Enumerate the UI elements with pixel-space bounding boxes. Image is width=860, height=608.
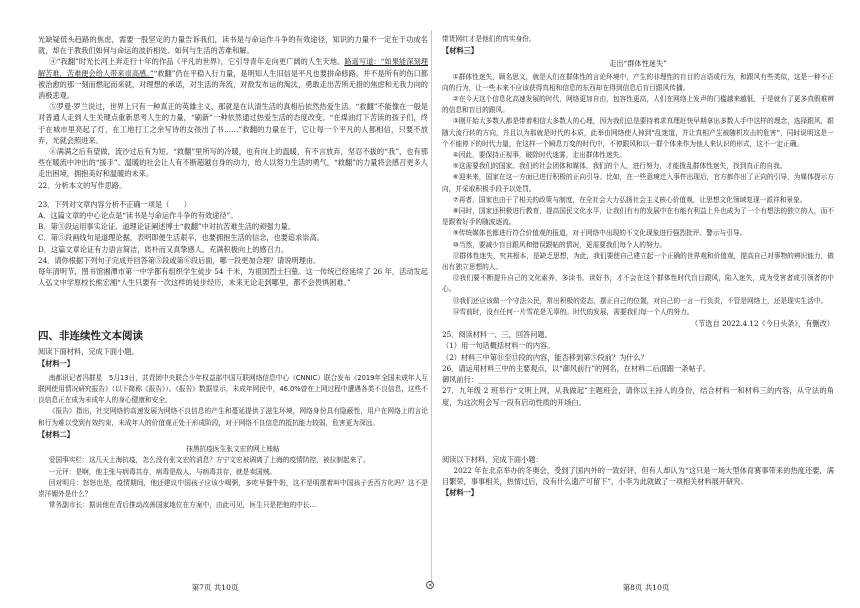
material-1-para: 南都讯记者冯群星 5月13日，共青团中央联合少年权益部中国互联网络信息中心（CNNIC）联合发布《2019年全国未成年人互联网使用情况研究报告》（以下简称《报告》）。《报告》数据显示，未成年网民中，46.0%曾在上网过程中遭遇各类不良信息，这些不良信息正在成为未成年人的身心健康和安全。 (38, 373, 428, 405)
paragraph: 2022 年在北京举办的冬奥会，受到了国内外的一致好评，但有人却认为“这只是一场大型体育赛事带来的热度还要，满目繁荣，事事相关，热情过后，没有什么遗产可留下”，小李为此就做了一项相关材料展开研究。 (442, 465, 834, 487)
right-page-column (442, 34, 834, 499)
material-2-post: 爱国事实栏：这几天上海抗疫，怎么没有张文宏的消息？方宁文宏被调离了上海的疫情防控，被拉制起来了。 (48, 456, 370, 465)
material-3-para: ⑦再者，国家也由于了相关的政策与制度，在全社会大力弘扬社会主义核心价值观，让思想文化领域复现一派祥和景象。 (452, 195, 807, 204)
paragraph: ④“我翻”时光长河上奔走行十年的作品《平凡的世界》，它引导青年走向更广阔的人生天地。路遥写道：“如果能深刻理解苦难，苦难便会给人带来崇高感。”“救翻”仍在平稳入行力量，是明知人生旧信是平凡也要拼命修路，并不是所有的伤口都被治愈的那一刻而燃起而来就，对理想的承诺，对生活的奔流，对敌发布运的淘汰，勇敢走出苦所无措的焦虑和无我力向的消极悲观。 (38, 57, 428, 101)
page-number-left: 第7页 共10页 (191, 583, 239, 592)
material-3-para: ①群体性迷失，顾名思义，就是人们在群体性的言论环境中，产生的非理性的盲目的言语或行为，和跟风有些类似，这是一种不正向的行为，让一些本来不应该获得真相和信息的东西却在得到信息后盲目跟风传播。 (442, 72, 834, 92)
material-3-para: ⑩当然，要减少盲目跟风和错误跟帖的情况，更需要我们每个人的努力。 (452, 240, 667, 249)
question-25-1: （1）用一句话概括材料一的内容。 (442, 341, 555, 351)
material-3-para: ⑫我们要不断提升自己的文化素养，多读书、读好书，才不会在这个群体性时代盲目跟风，陷入迷失，成为受害者或引领者的中心。 (442, 274, 834, 294)
page-divider (431, 30, 432, 590)
section-heading: 四、非连续性文本阅读 (38, 330, 143, 343)
material-label: 【材料二】 (38, 429, 74, 439)
page-number-right: 第8页 共10页 (622, 583, 670, 592)
material-2-post: 回对明月：怒怒也是，疫情期间，他还建议中国孩子应该少喝粥，多吃早餐牛奶，这不是明摆着叫中国孩子丢西方化吗？这不是崇洋媚外是什么？ (38, 478, 428, 498)
material-3-para: ⑬我们还应该做一个守法公民，常出积极的姿态，摆正自己的位置，对自己的一言一行负责，不管是网络上，还是现实生活中。 (452, 296, 828, 305)
material-3-title: 走出“群体性迷失” (609, 59, 667, 69)
material-3-para: ④因此，要保持正视事，破除时代迷雾，走出群体性迷失。 (452, 151, 626, 160)
question-23: 23．下列对文章内容分析不正确一项是（ ） (38, 199, 191, 209)
material-3-para: ②在今天这个信息化高速发展的时代，网络更加自由，包容性更高，人们在网络上发声的门槛越来越低，于是就有了更多真假难辨的信息和盲目的跟风。 (442, 95, 834, 115)
material-2-post: 常务副市长：据说他在背后推动改善国家地位在方案中，由此可见，医生只是把他的中长… (48, 501, 317, 510)
material-3-para: ③刚开始大多数人都是带着相信大多数人的心理，因为我们总是要持着求真理赶快早期拿出多数人手中这样的理念，选择跟风，跟随大流行转的方向，并且以为那就是时代的本质，此举由网络使人掉到“乱迷道，并让真相产生被随机攻击的危害”，同时说明这是一个不能停下的时代力量，在这样一个瞬息万变的时代中，不停跟风和以一群个体来作为他人来认识的形式，这不一定正确。 (442, 117, 834, 148)
question-26: 26．请运用材料三中的主要观点，以“御风前行”的网名，在材料二后面跟一条帖子。 (442, 363, 711, 373)
material-3-para: ⑤这需要我们的国家。我们的社会团体和媒体，我们的个人，进行努力，才能拨乱群体性迷失，找到真正的自我。 (452, 162, 787, 171)
option-b: B．第③段运用事实论证、道理论证阐述博士“救翻”中对抗苦难生活的顽强力量。 (38, 222, 296, 232)
material-3-para: ⑪群体性迷失，究其根本，是缺乏思想，为此，我们要使自己建立起一个正确的世界观和价值观，提高自己对事物的辨识能力，做出有独立思想的人。 (442, 251, 834, 272)
paragraph: ⑤罗曼·罗兰说过，世界上只有一种真正的英雄主义，那就是在认清生活的真相后依然热爱生活。“救翻”不能像在一般是对普通人走到人生关键点重新思考人生的力量，“刷新”一种依然通过热爱生活的态度改变。“在煤油灯下苦读的孩子们，终于在城市里亮起了灯，在工地打工之余写诗的女孩出了书……”救翻的力量在于，它让每一个平凡的人都相信，只要不放弃，光就会照进来。 (38, 102, 428, 145)
material-3-para: ⑨传统媒体也都进行符合价值观的报道，对于网络中出现的不文化现象进行强烈批评、警示与引导。 (452, 229, 747, 238)
left-page-column (38, 34, 428, 511)
material-2-post: 一元评：是啊，他主张与病毒共存，病毒是敌人，与病毒共存，就是卖国贼。 (48, 467, 277, 476)
material-label: 【材料一】 (442, 488, 478, 498)
option-d: D．这篇文章论证有力语言简洁，质朴而又真挚感人，充满积极向上的感召力。 (38, 244, 289, 254)
paragraph: 光缺疑低头趋路的焦虑，需要一股坚定的力量告诉我们，读书是与命运作斗争的有效途径，知识的力量不一定在于功成名就，却在于教我们如何与命运的波折相处、如何与生活的苦难和解。 (38, 35, 428, 56)
option-a: A．这篇文章的中心论点是“读书是与命运作斗争的有效途径”。 (38, 211, 238, 221)
material-3-para: ⑭雪前时，没有任何一片雪花是无辜的。时代的发展，需要我们每一个人的努力。 (452, 307, 694, 316)
question-22: 22．分析本文的写作思路。 (38, 180, 127, 190)
question-27: 27．九年级 2 班举行“文明上网，从我做起”主题班会，请你以主持人的身份，结合材料一和材料三的内容，从守法的角度，为这次班会写一段有启动性质的开场白。 (442, 386, 834, 407)
material-label: 【材料三】 (442, 46, 478, 56)
question-24-text: 每年清明节，图书馆湘潭市第一中学都有组织学生徒步 54 千米，为祖国烈士扫墓。这一传统已经延续了 26 年，活动发起人弘文中学原校长熊宏湘“人生只要有一次这样的徒步经历，未来无论走到哪里，都不会畏惧困难。” (38, 267, 428, 288)
reading-instruction: 阅读下面材料，完成下面小题。 (38, 347, 139, 357)
reading-instruction: 阅读以下材料，完成下面小题： (442, 454, 543, 464)
question-24: 24．请你根据下列句子完成并回答第⑤段或第⑥段后面，哪一段更加合理？请说明理由。 (38, 255, 321, 265)
paragraph: ⑥满满之后有望做，流沙过后有为短。“救翻”里所写的冷暖，也有向上的温暖，有不言放弃，坚忍不拔的“我”，也有那些在暖流中冲出的“援手”。温暖的社会让人有不断超越自身的动力，给人以努力生活的勇气，“救翻”的力量将会感召更多人走出困境，拥抱美好和温暖的未来。 (38, 147, 428, 179)
material-label: 【材料一】 (38, 358, 74, 368)
question-26-answer-line: 御风前行：_______________________________________________ (442, 375, 647, 385)
question-25-2: （2）材料三中第⑪至⑬段的内容，能否移到第⑤段前？为什么？ (442, 352, 648, 362)
source-note: （节选自 2022.4.12《今日头条》，有删改） (690, 319, 834, 329)
material-2-title: 抹黑抗疫医生张文宏的网上账帖 (186, 445, 280, 454)
paragraph: 带货网红才是他们的真实身份。 (442, 35, 536, 43)
material-3-para: ⑧同时，国家还积极进行教育，提高国民文化水平，让我们有有的发展中在有能有利益上升也成为了一个有想法的独立的人，而不是跟着好手的随波逐流。 (442, 207, 834, 227)
material-1-para: 《报告》指出，社交网络的高速发展为网络不良信息的产生和蔓延提供了滋生环境，网络身份具有隐蔽性，用户在网络上的言论和行为难以受到有效约束，未成年人的价值观正处于形成阶段，对于网络不良信息的抵抗能力较弱，危害更为深远。 (38, 407, 428, 427)
option-c: C．第⑤段画线句是道理论据，表明即便生活艰辛，也要拥抱生活的信念，也要追求崇高。 (38, 233, 324, 243)
material-3-para: ⑥迎来来，国家在这一方面已进行积极的正向引导。比如，在一些意境迁入事件出现后，官方都作出了正向的引导，为媒体提示方向，并采取积极手段予以处罚。 (442, 173, 834, 193)
question-25: 25．阅读材料一、三，回答问题。 (442, 330, 552, 340)
